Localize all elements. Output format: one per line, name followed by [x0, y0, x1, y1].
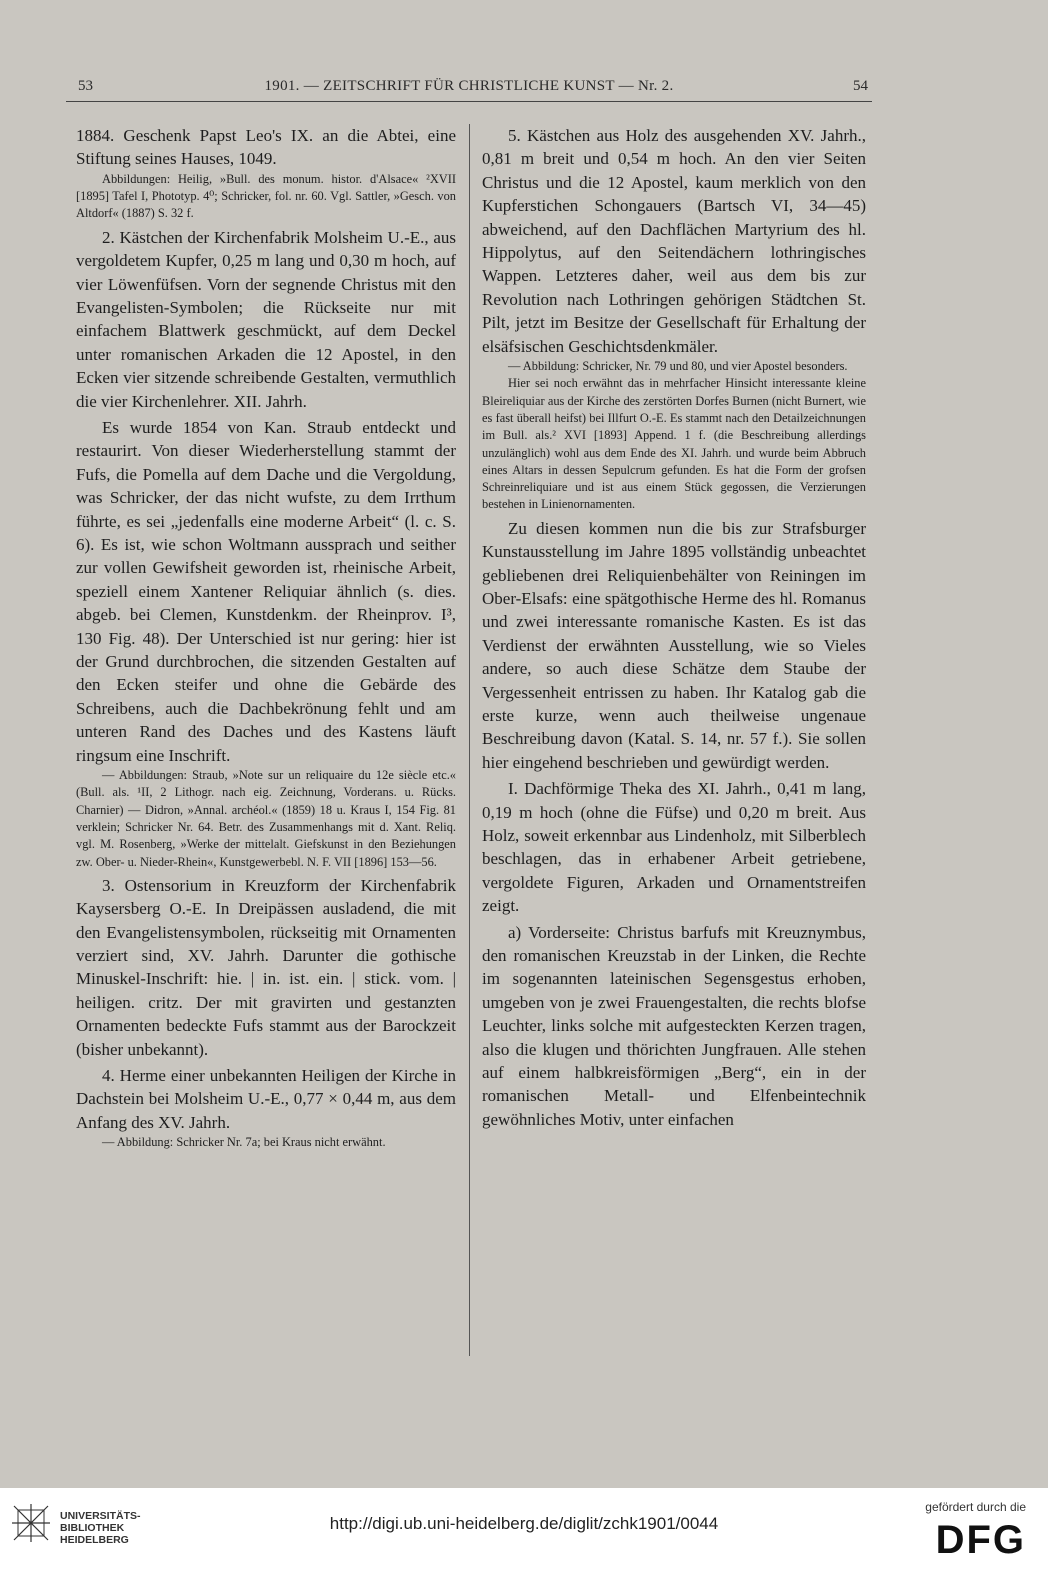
right-page-number: 54	[853, 78, 868, 94]
column-divider	[469, 124, 470, 1356]
footnote-paragraph: Abbildungen: Heilig, »Bull. des monum. histor. d'Alsace« ²XVII [1895] Tafel I, Phototyp. 4⁰; Schricker, fol. nr. 60. Vgl. Sattler, »Gesch. von Altdorf« (1887) S. 32 f.	[76, 171, 456, 221]
body-paragraph: 3. Ostensorium in Kreuzform der Kirchenfabrik Kaysersberg O.-E. In Dreipässen ausladend, die mit den Evangelistensymbolen, rückseitig mit Ornamenten verziert sind, XV. Jahrh. Darunter die gothische Minuskel-Inschrift: hie. | in. ist. ein. | stick. vom. | heiligen. critz. Der mit gravirten und gestanzten Ornamenten bedeckte Fufs stammt aus der Barockzeit (bisher unbekannt).	[76, 875, 456, 1059]
permalink-url[interactable]: http://digi.ub.uni-heidelberg.de/diglit/zchk1901/0044	[329, 1514, 719, 1533]
body-paragraph: 4. Herme einer unbekannten Heiligen der Kirche in Dachstein bei Molsheim U.-E., 0,77 × 0,44 m, aus dem Anfang des XV. Jahrh.	[76, 1066, 456, 1132]
running-header	[66, 78, 872, 98]
dfg-logo: DFG	[935, 1518, 1026, 1562]
right-column	[482, 124, 866, 1131]
footnote-paragraph: — Abbildung: Schricker, Nr. 79 und 80, und vier Apostel besonders.	[508, 359, 848, 374]
body-paragraph: 5. Kästchen aus Holz des ausgehenden XV. Jahrh., 0,81 m breit und 0,54 m hoch. An den vier Seiten Christus und die 12 Apostel, kaum merklich von den Kupferstichen Schongauers (Bartsch VI, 34—45) abweichend, auf den Dachflächen Martyrium des hl. Hippolytus, auf den Seitendächern lothringisches Wappen. Letzteres daher, weil aus dem bis zur Revolution nach Lothringen gehörigen Städtchen St. Pilt, jetzt im Besitze der Gesellschaft für Erhaltung der elsäfsischen Geschichtsdenkmäler.	[482, 126, 866, 356]
body-paragraph: Zu diesen kommen nun die bis zur Strafsburger Kunstausstellung im Jahre 1895 vollständig unbeachtet gebliebenen drei Reliquienbehälter von Reiningen im Ober-Elsafs: eine spätgothische Herme des hl. Romanus und zwei interessante romanische Kasten. Es ist das Verdienst der erwähnten Ausstellung, wie so Vieles andere, so auch diese Schätze dem Staube der Vergessenheit entrissen zu haben. Ihr Katalog gab die erste kurze, wenn auch theilweise ungenaue Beschreibung davon (Katal. S. 14, nr. 57 f.). Sie sollen hier eingehend beschrieben und gewürdigt werden.	[482, 518, 866, 772]
journal-title: 1901. — ZEITSCHRIFT FÜR CHRISTLICHE KUNST — Nr. 2.	[264, 78, 674, 94]
library-line-1: UNIVERSITÄTS-	[60, 1510, 141, 1522]
footnote-paragraph: — Abbildungen: Straub, »Note sur un reliquaire du 12e siècle etc.« (Bull. als. ¹II, 2 Lithogr. nach eig. Zeichnung, Vorderans. u. Rücks. Charnier) — Didron, »Annal. archéol.« (1859) 18 u. Kraus I, 154 Fig. 81 verklein; Schricker Nr. 64. Betr. des Zusammenhangs mit d. Xant. Reliq. vgl. M. Rosenberg, »Werke der mittelalt. Giefskunst in den Beziehungen zw. Ober- u. Nieder-Rhein«, Kunstgewerbebl. N. F. VII [1896] 153—56.	[76, 768, 456, 869]
funding-note: gefördert durch die	[925, 1500, 1026, 1514]
body-paragraph: I. Dachförmige Theka des XI. Jahrh., 0,41 m lang, 0,19 m hoch (ohne die Füfse) und 0,20 m breit. Aus Holz, soweit erkennbar aus Lindenholz, mit Silberblech beschlagen, das in erhabener Arbeit getriebene, vergoldete Figuren, Arkaden und Ornamentstreifen zeigt.	[482, 779, 866, 916]
footnote-paragraph: — Abbildung: Schricker Nr. 7a; bei Kraus nicht erwähnt.	[102, 1135, 386, 1150]
left-page-number: 53	[78, 78, 93, 94]
body-paragraph: a) Vorderseite: Christus barfufs mit Kreuznymbus, den romanischen Kreuzstab in der Linken, die Rechte im sogenannten lateinischen Segensgestus erhoben, umgeben von je zwei Frauengestalten, die rechts blofse Leuchter, links solche mit aufgesteckten Kerzen tragen, also die klugen und thörichten Jungfrauen. Alle stehen auf einem halbkreisförmigen „Berg“, ein in der romanischen Metall- und Elfenbeintechnik gewöhnliches Motiv, unter einfachen	[482, 922, 866, 1129]
footnote-paragraph: Hier sei noch erwähnt das in mehrfacher Hinsicht interessante kleine Bleireliquiar aus der Kirche des zerstörten Dorfes Burnen (nicht Burnert, wie es fast überall heifst) bei Illfurt O.-E. Es stammt nach den Detailzeichnungen im Bull. als.² XVI [1893] Append. 1 f. (die Beschreibung allerdings unzulänglich) wohl aus dem Ende des XI. Jahrh. und wurde beim Abbruch eines Altars in dessen Sepulcrum gefunden. Es hat die Form der grofsen Schreinreliquiare und ist aus einem Stück gegossen, die Verzierungen bestehen in Linienornamenten.	[482, 376, 866, 512]
header-rule	[66, 101, 872, 102]
library-line-3: HEIDELBERG	[60, 1534, 129, 1546]
body-paragraph: Es wurde 1854 von Kan. Straub entdeckt und restaurirt. Von dieser Wiederherstellung stammt der Fufs, die Pomella auf dem Dache und die Vergoldung, was Schricker, der das nicht wufste, zu dem Irrthum führte, es sei „jedenfalls eine moderne Arbeit“ (l. c. S. 6). Es ist, wie schon Woltmann aussprach und seither zur vollen Gewifsheit geworden ist, rheinische Arbeit, speziell einem Xantener Reliquiar ähnlich (s. dies. abgeb. bei Clemen, Kunstdenkm. der Rheinprov. I³, 130 Fig. 48). Der Unterschied ist nur gering: hier ist der Grund durchbrochen, die sitzenden Gestalten auf den Ecken steifer und ohne die Gebärde des Schreibens, auch die Dachbekrönung fehlt und am unteren Rand des Daches und des Kastens läuft ringsum eine Inschrift.	[76, 417, 456, 765]
body-paragraph: 1884. Geschenk Papst Leo's IX. an die Abtei, eine Stiftung seines Hauses, 1049.	[76, 126, 456, 169]
left-column	[76, 124, 456, 1152]
footer-bar	[0, 1488, 1048, 1575]
library-line-2: BIBLIOTHEK	[60, 1522, 125, 1534]
body-paragraph: 2. Kästchen der Kirchenfabrik Molsheim U.-E., aus vergoldetem Kupfer, 0,25 m lang und 0,30 m hoch, auf vier Löwenfüfsen. Vorn der segnende Christus mit den Evangelisten-Symbolen; die Rückseite nur mit einfachem Blattwerk geschmückt, auf dem Deckel unter romanischen Arkaden die 12 Apostel, in den Ecken vier sitzende schreibende Gestalten, vermuthlich die vier Kirchenlehrer. XII. Jahrh.	[76, 227, 456, 411]
